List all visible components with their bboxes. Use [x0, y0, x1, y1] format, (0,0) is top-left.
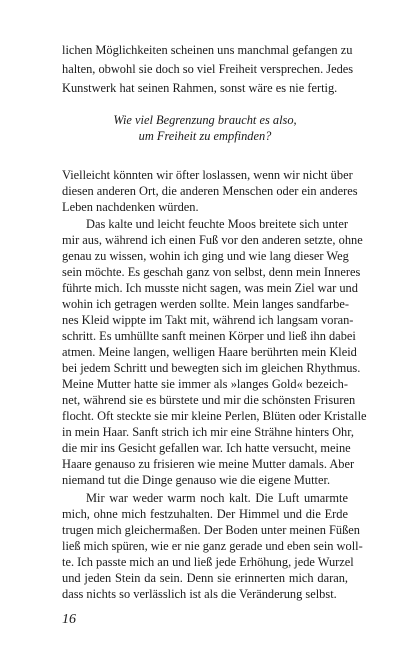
text-line: Mir war weder warm noch kalt. Die Luft umarmte — [86, 491, 348, 505]
text-line: niemand tut die Dinge genauso wie die eigene Mutter. — [62, 473, 331, 487]
text-line: ließ mich spüren, wie er nie ganz gerade und eben sein woll- — [62, 539, 363, 553]
text-line: te. Ich passte mich an und ließ jede Erhöhung, jede Wurzel — [62, 555, 354, 569]
text-line: net, während sie es bürstete und mir die schönsten Frisuren — [62, 393, 356, 407]
text-line: mich, ohne mich festzuhalten. Der Himmel und die Erde — [62, 507, 348, 521]
text-line: führte mich. Ich musste nicht sagen, was mein Ziel war und — [62, 281, 358, 295]
text-line: in mein Haar. Sanft strich ich mir eine Strähne hinters Ohr, — [62, 425, 354, 439]
text-line: nes Kleid wippte im Takt mit, während ich langsam voran- — [62, 313, 354, 327]
text-line: halten, obwohl sie doch so viel Freiheit versprechen. Jedes — [62, 62, 354, 76]
text-line: und jeden Stein da sein. Denn sie erinnerten mich daran, — [62, 571, 348, 585]
text-line: Haare genauso zu frisieren wie meine Mutter damals. Aber — [62, 457, 355, 471]
text-line: dass nichts so verlässlich ist als die Veränderung selbst. — [62, 587, 337, 601]
text-line: Kunstwerk hat seinen Rahmen, sonst wäre es nie fertig. — [62, 81, 338, 95]
text-line: Leben nachdenken würden. — [62, 200, 199, 214]
text-line: Meine Mutter hatte sie immer als »langes Gold« bezeich- — [62, 377, 348, 391]
text-line: atmen. Meine langen, welligen Haare berührten mein Kleid — [62, 345, 357, 359]
text-line: die mir ins Gesicht gefallen war. Ich hatte versucht, meine — [62, 441, 351, 455]
text-line: Vielleicht könnten wir öfter loslassen, wenn wir nicht über — [62, 168, 353, 182]
text-line: flocht. Oft steckte sie mir kleine Perlen, Blüten oder Kristalle — [62, 409, 367, 423]
text-line: mir aus, während ich einen Fuß vor den anderen setzte, ohne — [62, 233, 363, 247]
text-line: genau zu wissen, wohin ich ging und wie lang dieser Weg — [62, 249, 349, 263]
text-line: trugen mich gleichermaßen. Der Boden unter meinen Füßen — [62, 523, 360, 537]
quote-line: Wie viel Begrenzung braucht es also, — [113, 113, 297, 127]
page-number: 16 — [62, 612, 76, 627]
text-line: Das kalte und leicht feuchte Moos breitete sich unter — [86, 217, 348, 231]
text-line: sein möchte. Es geschah ganz von selbst, denn mein Inneres — [62, 265, 361, 279]
quote-line: um Freiheit zu empfinden? — [138, 129, 272, 143]
text-line: lichen Möglichkeiten scheinen uns manchmal gefangen zu — [62, 43, 353, 57]
text-line: bei jedem Schritt und bewegten sich im gleichen Rhythmus. — [62, 361, 361, 375]
text-line: wohin ich getragen werden sollte. Mein langes sandfarbe- — [62, 297, 349, 311]
text-line: schritt. Es umhüllte sanft meinen Körper und ließ ihn dabei — [62, 329, 356, 343]
text-line: diesen anderen Ort, die anderen Menschen oder ein anderes — [62, 184, 358, 198]
